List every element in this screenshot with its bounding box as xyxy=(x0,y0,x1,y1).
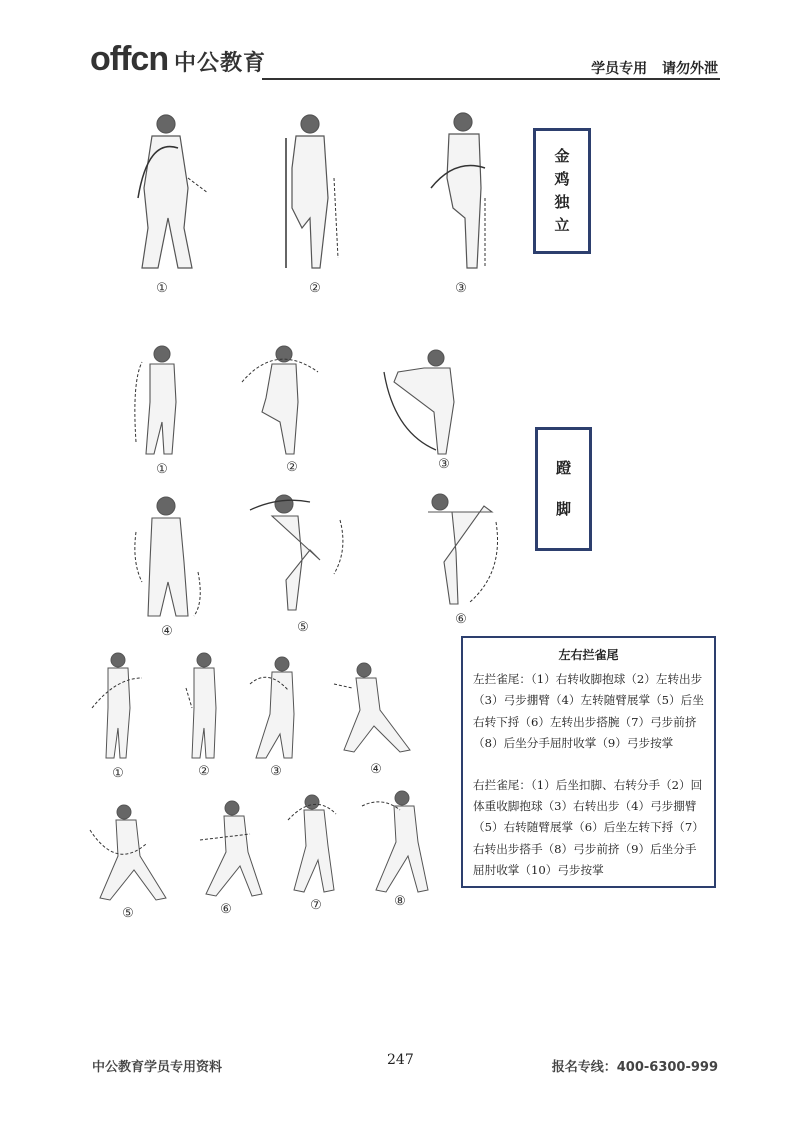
footer-left-text: 中公教育学员专用资料 xyxy=(92,1060,223,1075)
step-number: ② xyxy=(198,764,210,779)
step-number: ⑤ xyxy=(297,620,309,635)
footer-hotline: 报名专线：400-6300-999 xyxy=(551,1060,718,1075)
offcn-logo xyxy=(90,40,270,80)
golden-rooster-char: 独 xyxy=(554,193,570,211)
figure-photo xyxy=(128,492,208,622)
figure-photo xyxy=(284,790,344,898)
figure-photo xyxy=(384,492,506,610)
step-number: ① xyxy=(156,281,168,296)
step-number: ④ xyxy=(370,762,382,777)
figure-photo xyxy=(425,108,500,276)
step-number: ⑦ xyxy=(310,898,322,913)
figure-photo xyxy=(272,108,347,276)
figure-photo xyxy=(330,660,416,758)
golden-rooster-char: 金 xyxy=(554,147,570,165)
figure-photo xyxy=(358,786,434,898)
step-number: ② xyxy=(309,281,321,296)
figure-photo xyxy=(374,342,482,460)
figure-photo xyxy=(128,342,196,460)
step-number: ② xyxy=(286,460,298,475)
step-number: ⑥ xyxy=(220,902,232,917)
figure-photo xyxy=(178,648,226,764)
page-number: 247 xyxy=(387,1052,414,1068)
step-number: ① xyxy=(156,462,168,477)
step-number: ④ xyxy=(161,624,173,639)
kick-char: 脚 xyxy=(555,500,571,518)
header-rule xyxy=(262,78,720,80)
step-number: ⑧ xyxy=(394,894,406,909)
left-grasp-tail-steps: 左拦雀尾：（1）右转收脚抱球（2）左转出步（3）弓步掤臂（4）左转随臂展掌（5）后坐右转下捋（6）左转出步搭腕（7）弓步前挤（8）后坐分手屈肘收掌（9）弓步按掌 xyxy=(473,672,704,751)
figure-photo xyxy=(236,342,322,460)
grasp-tail-description-box xyxy=(461,636,716,888)
figure-photo xyxy=(240,490,352,618)
step-number: ⑤ xyxy=(122,906,134,921)
description-title: 左右拦雀尾 xyxy=(558,648,619,662)
golden-rooster-char: 鸡 xyxy=(554,170,570,188)
logo-latin-text: offcn xyxy=(90,40,169,78)
golden-rooster-label-box xyxy=(533,128,591,254)
step-number: ③ xyxy=(438,457,450,472)
golden-rooster-char: 立 xyxy=(554,216,570,234)
figure-photo xyxy=(196,796,266,902)
step-number: ⑥ xyxy=(455,612,467,627)
step-number: ③ xyxy=(455,281,467,296)
figure-photo xyxy=(86,800,170,906)
kick-label-box xyxy=(535,427,592,551)
step-number: ③ xyxy=(270,764,282,779)
figure-photo xyxy=(118,108,213,276)
right-grasp-tail-steps: 右拦雀尾：（1）后坐扣脚、右转分手（2）回体重收脚抱球（3）右转出步（4）弓步掤臂（5）右转随臂展掌（6）后坐左转下捋（7）右转出步搭手（8）弓步前挤（9）后坐分手屈肘收掌（10）弓步按掌 xyxy=(473,777,704,878)
step-number: ① xyxy=(112,766,124,781)
kick-char: 蹬 xyxy=(555,459,571,477)
figure-photo xyxy=(86,648,148,764)
logo-cn-text: 中公教育 xyxy=(174,51,267,76)
header-note: 学员专用 请勿外泄 xyxy=(591,61,718,77)
figure-photo xyxy=(244,654,302,764)
